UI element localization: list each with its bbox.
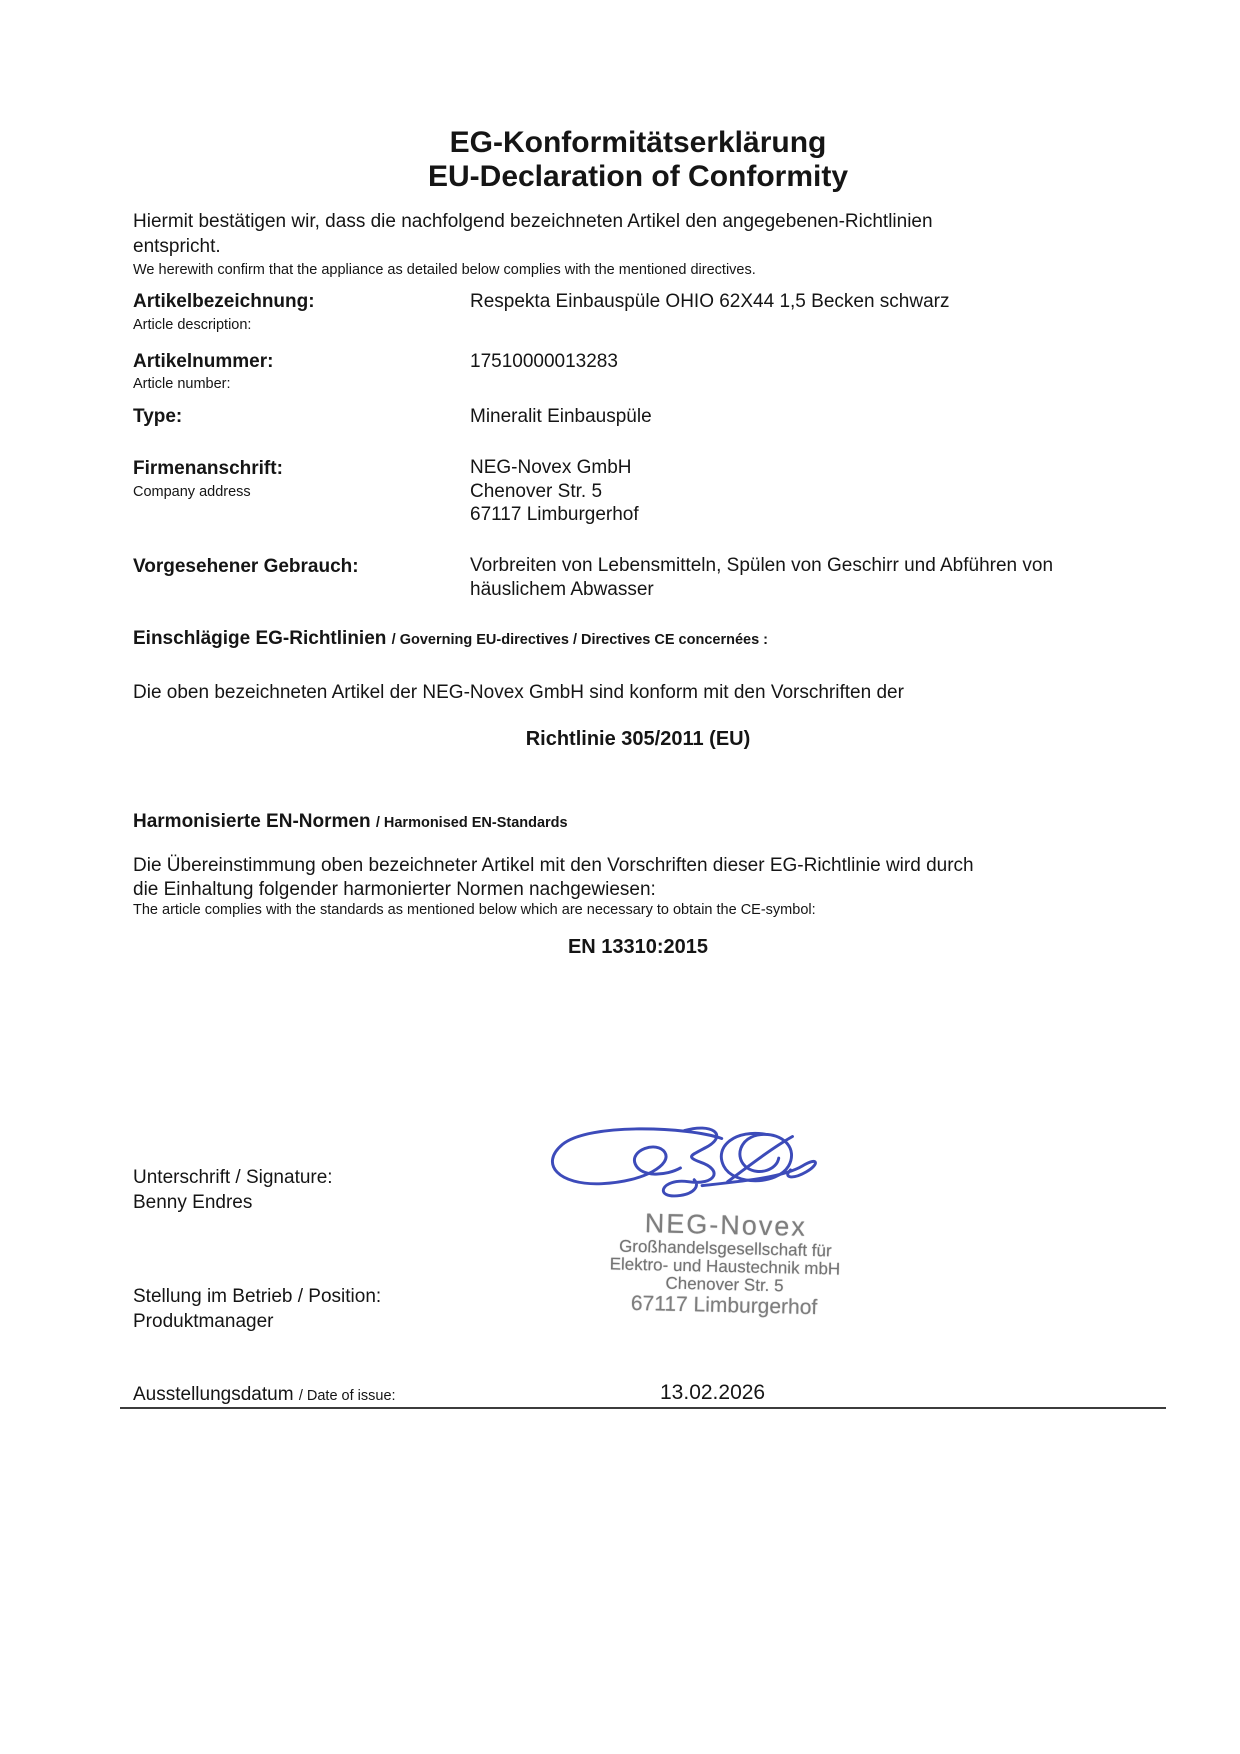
directives-heading-de: Einschlägige EG-Richtlinien bbox=[133, 628, 392, 649]
issue-label bbox=[133, 1384, 396, 1406]
directives-body: Die oben bezeichneten Artikel der NEG-Novex GmbH sind konform mit den Vorschriften der bbox=[133, 682, 904, 703]
field-article-description-value: Respekta Einbauspüle OHIO 62X44 1,5 Becken schwarz bbox=[470, 291, 950, 312]
signature-name: Benny Endres bbox=[133, 1192, 253, 1213]
standard-name: EN 13310:2015 bbox=[567, 936, 709, 958]
intro-de-line1: Hiermit bestätigen wir, dass die nachfolgend bezeichneten Artikel den angegebenen-Richtlinien bbox=[133, 211, 933, 232]
position-label: Stellung im Betrieb / Position: bbox=[133, 1286, 382, 1307]
stamp-line3: Elektro- und Haustechnik mbH bbox=[609, 1254, 841, 1279]
stamp-line5: 67117 Limburgerhof bbox=[630, 1291, 818, 1320]
field-article-description-label: Artikelbezeichnung: bbox=[133, 291, 315, 312]
stamp-company-name: NEG-Novex bbox=[644, 1208, 808, 1242]
signature-label: Unterschrift / Signature: bbox=[133, 1167, 333, 1188]
field-article-number-value: 17510000013283 bbox=[470, 351, 618, 372]
field-article-number-label: Artikelnummer: bbox=[133, 351, 274, 372]
intro-en: We herewith confirm that the appliance as detailed below complies with the mentioned directives. bbox=[133, 262, 756, 278]
issue-date: 13.02.2026 bbox=[660, 1381, 766, 1404]
stamp-line4: Chenover Str. 5 bbox=[665, 1273, 784, 1296]
position-value: Produktmanager bbox=[133, 1311, 274, 1332]
issue-label-de: Ausstellungsdatum bbox=[133, 1384, 299, 1405]
field-company-address-sublabel: Company address bbox=[133, 484, 251, 500]
document-title-de: EG-Konformitätserklärung bbox=[449, 126, 827, 159]
standards-body-line2: die Einhaltung folgender harmonierter Normen nachgewiesen: bbox=[133, 879, 656, 900]
directives-heading-en: / Governing EU-directives / Directives CE concernées : bbox=[391, 632, 768, 648]
directives-heading bbox=[133, 628, 768, 650]
intro-de-line2: entspricht. bbox=[133, 236, 221, 257]
stamp-line2: Großhandelsgesellschaft für bbox=[618, 1236, 832, 1261]
standards-body-en: The article complies with the standards as mentioned below which are necessary to obtain the CE-symbol: bbox=[133, 902, 816, 918]
field-article-number-sublabel: Article number: bbox=[133, 376, 231, 392]
intended-use-line2: häuslichem Abwasser bbox=[470, 579, 654, 600]
directive-name: Richtlinie 305/2011 (EU) bbox=[525, 728, 751, 750]
standards-body-line1: Die Übereinstimmung oben bezeichneter Artikel mit den Vorschriften dieser EG-Richtlinie wird durch bbox=[133, 855, 974, 876]
footer-rule bbox=[120, 1407, 1166, 1409]
field-company-address-label: Firmenanschrift: bbox=[133, 458, 283, 479]
standards-heading-en: / Harmonised EN-Standards bbox=[375, 815, 568, 831]
field-type-value: Mineralit Einbauspüle bbox=[470, 406, 652, 427]
company-city: 67117 Limburgerhof bbox=[470, 504, 639, 525]
issue-label-en: / Date of issue: bbox=[298, 1388, 396, 1404]
company-stamp bbox=[574, 1207, 876, 1322]
company-street: Chenover Str. 5 bbox=[470, 481, 603, 502]
company-name: NEG-Novex GmbH bbox=[470, 457, 632, 478]
intended-use-line1: Vorbreiten von Lebensmitteln, Spülen von Geschirr und Abführen von bbox=[470, 555, 1054, 576]
field-article-description-sublabel: Article description: bbox=[133, 317, 252, 333]
field-type-label: Type: bbox=[133, 406, 183, 427]
signature-image bbox=[535, 1120, 820, 1210]
standards-heading-de: Harmonisierte EN-Normen bbox=[133, 811, 376, 832]
document-title-en: EU-Declaration of Conformity bbox=[427, 160, 849, 193]
standards-heading bbox=[133, 811, 568, 833]
field-intended-use-label: Vorgesehener Gebrauch: bbox=[133, 556, 359, 577]
